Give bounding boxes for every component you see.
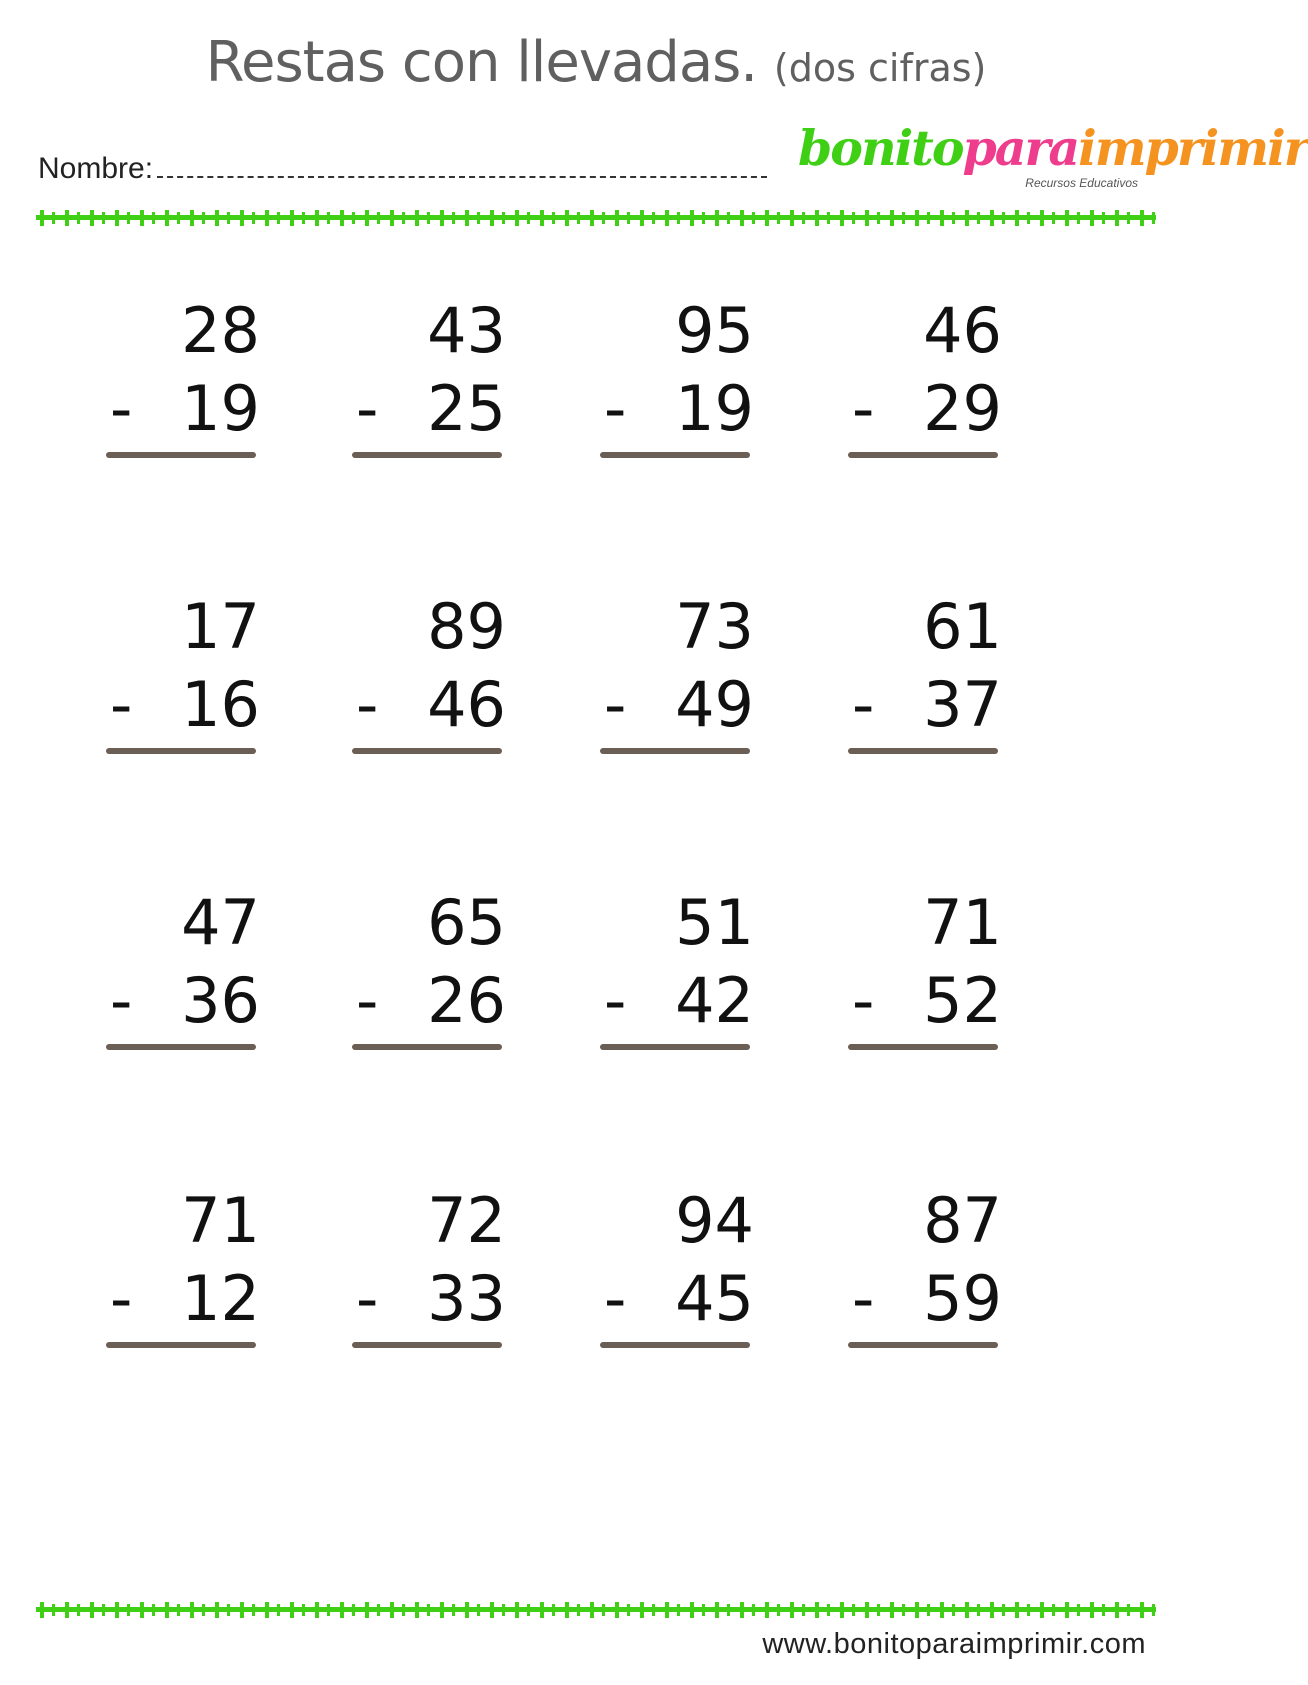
answer-line[interactable] — [352, 748, 502, 754]
subtraction-problem — [848, 592, 1008, 762]
minus-sign: - — [110, 1262, 133, 1335]
minuend: 94 — [675, 1184, 754, 1257]
subtraction-problem — [848, 888, 1008, 1058]
name-label: Nombre: — [38, 152, 154, 185]
minus-sign: - — [852, 372, 875, 445]
subtraction-problem — [106, 296, 266, 466]
subtrahend: 49 — [675, 668, 754, 741]
minus-sign: - — [356, 372, 379, 445]
minuend: 47 — [181, 886, 260, 959]
website-url: www.bonitoparaimprimir.com — [762, 1628, 1146, 1660]
minus-sign: - — [110, 372, 133, 445]
answer-line[interactable] — [106, 1044, 256, 1050]
subtrahend: 45 — [675, 1262, 754, 1335]
minuend: 65 — [427, 886, 506, 959]
minus-sign: - — [604, 1262, 627, 1335]
minus-sign: - — [852, 1262, 875, 1335]
subtraction-problem — [106, 1186, 266, 1356]
minuend: 43 — [427, 294, 506, 367]
subtraction-problem — [600, 888, 760, 1058]
subtraction-problem — [600, 1186, 760, 1356]
subtraction-problem — [848, 296, 1008, 466]
subtrahend: 36 — [181, 964, 260, 1037]
minuend: 17 — [181, 590, 260, 663]
minus-sign: - — [356, 668, 379, 741]
answer-line[interactable] — [106, 1342, 256, 1348]
subtitle-text: (dos cifras) — [773, 46, 987, 90]
minuend: 89 — [427, 590, 506, 663]
answer-line[interactable] — [106, 748, 256, 754]
logo-tagline: Recursos Educativos — [1025, 176, 1138, 190]
answer-line[interactable] — [848, 452, 998, 458]
minus-sign: - — [604, 372, 627, 445]
minuend: 28 — [181, 294, 260, 367]
title-text: Restas con llevadas. — [205, 30, 758, 95]
answer-line[interactable] — [848, 748, 998, 754]
answer-line[interactable] — [600, 1044, 750, 1050]
logo-part-bonito: bonito — [798, 119, 963, 177]
minus-sign: - — [604, 668, 627, 741]
subtraction-problem — [352, 296, 512, 466]
subtrahend: 33 — [427, 1262, 506, 1335]
minus-sign: - — [110, 668, 133, 741]
answer-line[interactable] — [352, 1342, 502, 1348]
subtrahend: 19 — [675, 372, 754, 445]
subtrahend: 29 — [923, 372, 1002, 445]
answer-line[interactable] — [600, 452, 750, 458]
minuend: 73 — [675, 590, 754, 663]
subtrahend: 16 — [181, 668, 260, 741]
subtrahend: 59 — [923, 1262, 1002, 1335]
subtrahend: 37 — [923, 668, 1002, 741]
minus-sign: - — [110, 964, 133, 1037]
minus-sign: - — [356, 1262, 379, 1335]
answer-line[interactable] — [352, 1044, 502, 1050]
minuend: 71 — [181, 1184, 260, 1257]
minuend: 87 — [923, 1184, 1002, 1257]
subtrahend: 42 — [675, 964, 754, 1037]
answer-line[interactable] — [600, 1342, 750, 1348]
subtraction-problem — [352, 1186, 512, 1356]
minus-sign: - — [852, 964, 875, 1037]
subtraction-problem — [600, 296, 760, 466]
subtraction-problem — [352, 888, 512, 1058]
subtrahend: 26 — [427, 964, 506, 1037]
minus-sign: - — [604, 964, 627, 1037]
subtrahend: 25 — [427, 372, 506, 445]
minuend: 71 — [923, 886, 1002, 959]
answer-line[interactable] — [352, 452, 502, 458]
minuend: 72 — [427, 1184, 506, 1257]
subtraction-problem — [106, 888, 266, 1058]
answer-line[interactable] — [600, 748, 750, 754]
subtraction-problem — [352, 592, 512, 762]
subtraction-problem — [600, 592, 760, 762]
minuend: 61 — [923, 590, 1002, 663]
subtraction-problem — [106, 592, 266, 762]
answer-line[interactable] — [106, 452, 256, 458]
answer-line[interactable] — [848, 1342, 998, 1348]
subtrahend: 52 — [923, 964, 1002, 1037]
answer-line[interactable] — [848, 1044, 998, 1050]
minus-sign: - — [852, 668, 875, 741]
logo-part-para: para — [962, 119, 1079, 177]
minus-sign: - — [356, 964, 379, 1037]
subtraction-problem — [848, 1186, 1008, 1356]
minuend: 95 — [675, 294, 754, 367]
minuend: 51 — [675, 886, 754, 959]
subtrahend: 19 — [181, 372, 260, 445]
logo-part-imprimir: imprimir — [1078, 119, 1308, 177]
minuend: 46 — [923, 294, 1002, 367]
subtrahend: 12 — [181, 1262, 260, 1335]
subtrahend: 46 — [427, 668, 506, 741]
